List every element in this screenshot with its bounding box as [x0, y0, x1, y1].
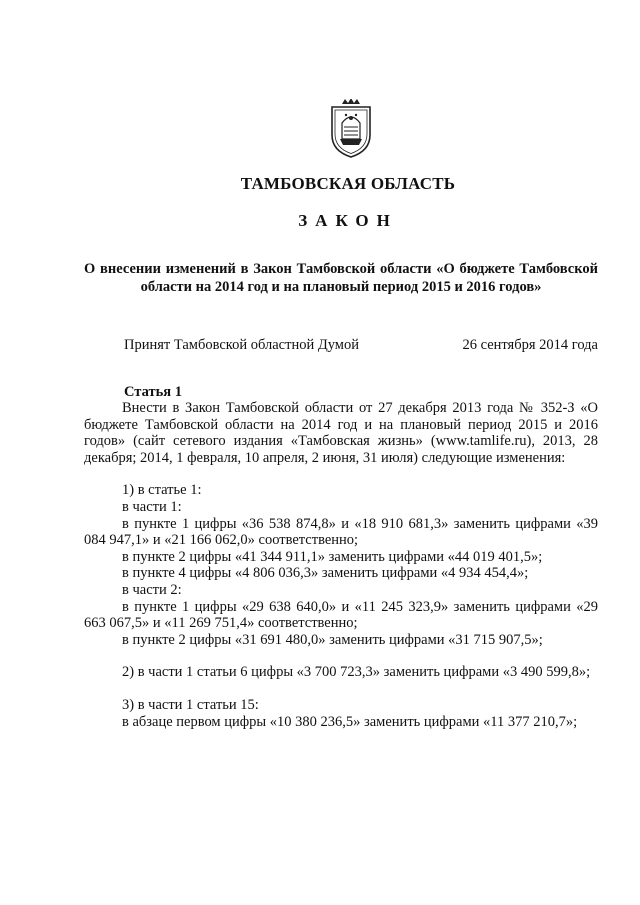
item-1-part-1: в части 1:	[122, 498, 182, 515]
article-body	[84, 400, 598, 730]
adoption-date: 26 сентября 2014 года	[462, 337, 598, 353]
item-2: 2) в части 1 статьи 6 цифры «3 700 723,3» заменить цифрами «3 490 599,8»;	[122, 664, 591, 681]
region-heading: ТАМБОВСКАЯ ОБЛАСТЬ	[240, 174, 456, 193]
item-1-part-2: в части 2:	[122, 581, 182, 598]
law-label: ЗАКОН	[298, 211, 398, 230]
item-1-part-1-point-4: в пункте 4 цифры «4 806 036,3» заменить цифрами «4 934 454,4»;	[122, 565, 529, 582]
item-1-part-1-point-2: в пункте 2 цифры «41 344 911,1» заменить цифрами «44 019 401,5»;	[122, 548, 543, 565]
item-1-heading: 1) в статье 1:	[122, 482, 202, 499]
law-title: О внесении изменений в Закон Тамбовской области «О бюджете Тамбовской области на 2014 год и на плановый период 2015 и 2016 годов»	[84, 261, 598, 295]
coat-of-arms-emblem	[326, 99, 376, 159]
article-heading: Статья 1	[124, 384, 182, 400]
item-1-part-1-point-1: в пункте 1 цифры «36 538 874,8» и «18 910 681,3» заменить цифрами «39 084 947,1» и «21 166 062,0» соответственно;	[84, 515, 598, 549]
item-3-heading: 3) в части 1 статьи 15:	[122, 696, 259, 713]
article-intro: Внести в Закон Тамбовской области от 27 декабря 2013 года № 352-З «О бюджете Тамбовской области на 2014 год и на плановый период 2015 и 2016 годов» (сайт сетевого издания «Тамбовская жизнь» (www.tamlife.ru), 2013, 28 декабря; 2014, 1 февраля, 10 апреля, 2 июня, 31 июля) следующие изменения:	[84, 400, 598, 466]
item-1-part-2-point-1: в пункте 1 цифры «29 638 640,0» и «11 245 323,9» заменить цифрами «29 663 067,5» и «11 269 751,4» соответственно;	[84, 598, 598, 632]
item-1-part-2-point-2: в пункте 2 цифры «31 691 480,0» заменить цифрами «31 715 907,5»;	[122, 631, 543, 648]
item-3-paragraph-1: в абзаце первом цифры «10 380 236,5» заменить цифрами «11 377 210,7»;	[122, 713, 578, 730]
adopted-by: Принят Тамбовской областной Думой	[124, 337, 359, 353]
